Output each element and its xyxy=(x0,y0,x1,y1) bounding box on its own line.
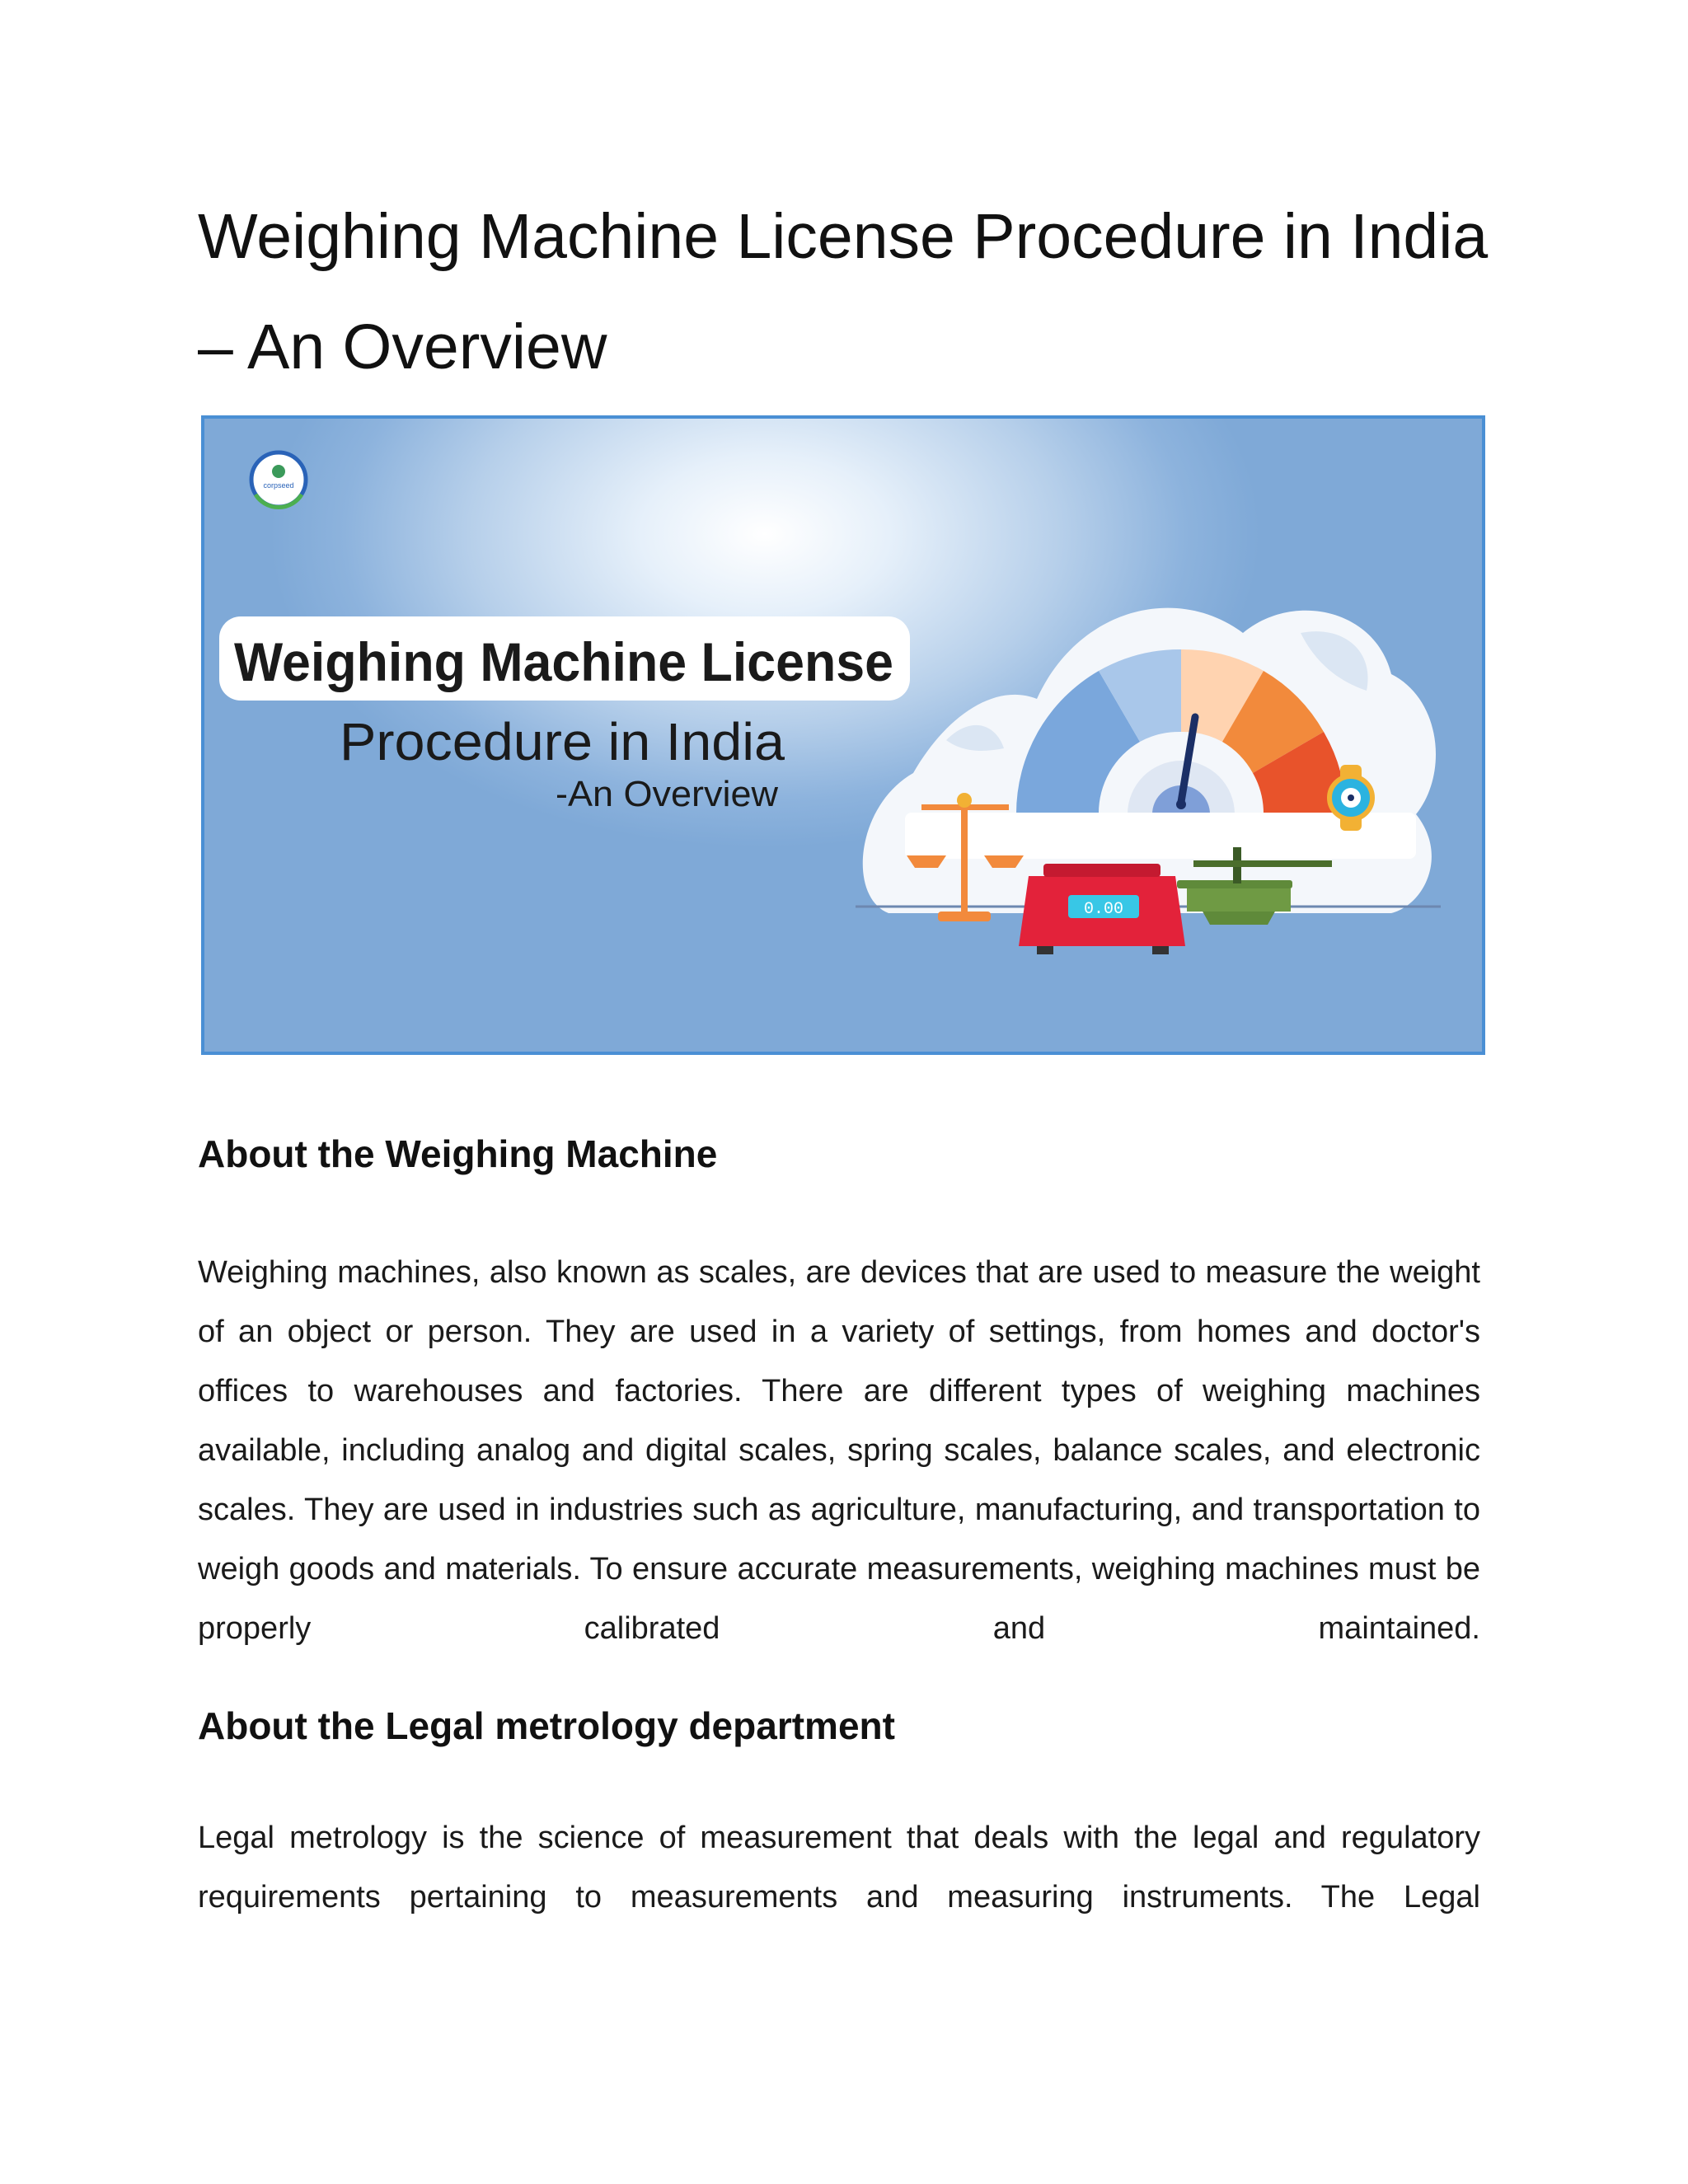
hero-image xyxy=(201,415,1485,1055)
page-title: Weighing Machine License Procedure in India – An Overview xyxy=(198,201,1489,382)
hero-title-line3: -An Overview xyxy=(556,774,779,814)
section-body-weighing-machine: Weighing machines, also known as scales, are devices that are used to measure the weight of an object or person. They are used in a variety of settings, from homes and doctor's offices to warehouses and factories. There are different types of weighing machines available, including analog and digital scales, spring scales, balance scales, and electronic scales. They are used in industries such as agriculture, manufacturing, and transportation to weigh goods and materials. To ensure accurate measurements, weighing machines must be properly calibrated and maintained. xyxy=(198,1255,1480,1646)
section-body-legal-metrology: Legal metrology is the science of measurement that deals with the legal and regulatory requirements pertaining to measurements and measuring instruments. The Legal xyxy=(198,1821,1480,1915)
hero-illustration xyxy=(204,419,1482,1052)
section-heading-weighing-machine: About the Weighing Machine xyxy=(198,1132,718,1175)
hero-title-line2: Procedure in India xyxy=(340,712,785,771)
section-heading-legal-metrology: About the Legal metrology department xyxy=(198,1704,895,1747)
corpseed-logo xyxy=(251,452,306,508)
logo-text: corpseed xyxy=(263,481,294,490)
weighing-illustration xyxy=(856,608,1441,954)
scale-display-value: 0.00 xyxy=(1083,900,1124,919)
hero-title-line1: Weighing Machine License xyxy=(234,631,893,692)
